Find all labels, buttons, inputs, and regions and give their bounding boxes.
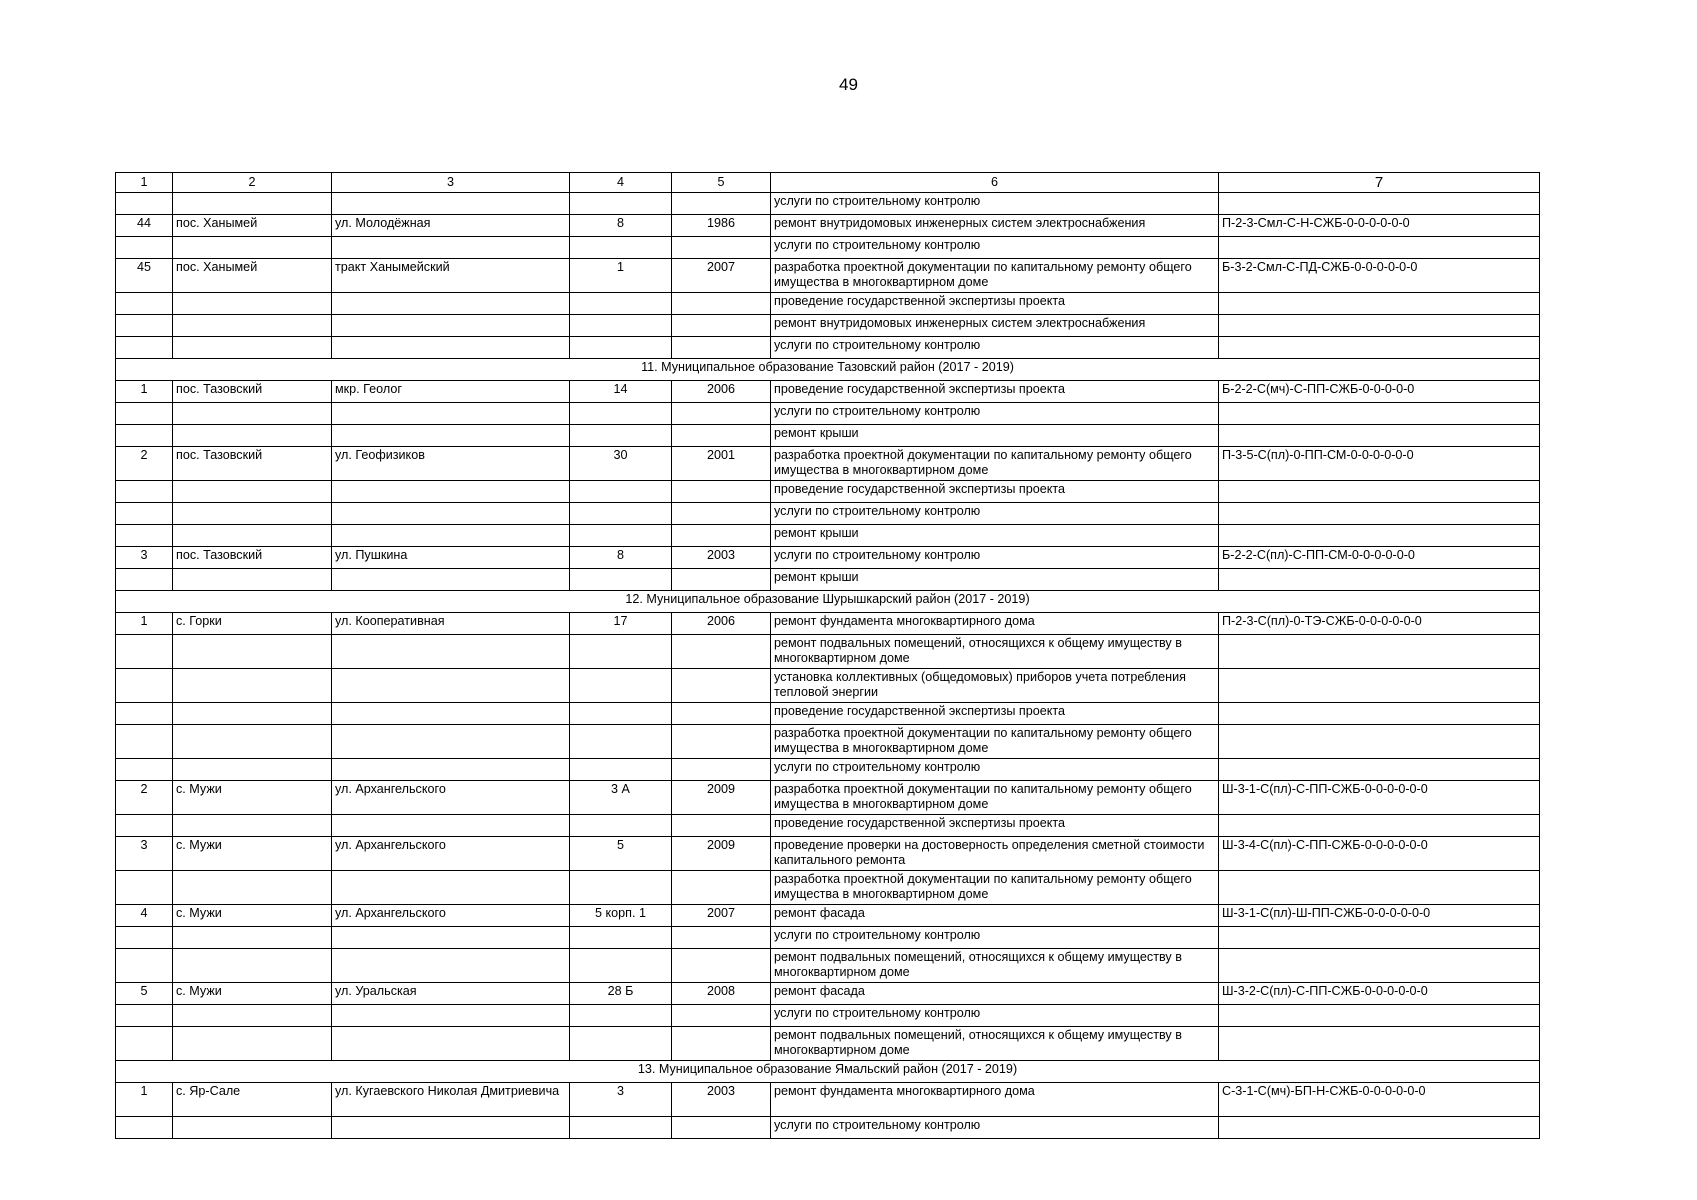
work-type-cell: ремонт фасада	[771, 983, 1219, 1005]
table-row	[116, 669, 1540, 703]
street-cell	[332, 1005, 570, 1027]
row-number-cell	[116, 725, 173, 759]
work-type-cell: разработка проектной документации по капитальному ремонту общего имущества в многоквартирном доме	[771, 781, 1219, 815]
settlement-cell	[173, 569, 332, 591]
work-type-cell: проведение государственной экспертизы проекта	[771, 815, 1219, 837]
row-number-cell	[116, 481, 173, 503]
work-type-cell: ремонт фундамента многоквартирного дома	[771, 613, 1219, 635]
column-number-row	[116, 173, 1540, 193]
settlement-cell: пос. Тазовский	[173, 547, 332, 569]
settlement-cell	[173, 927, 332, 949]
year-cell	[672, 703, 771, 725]
work-type-cell: услуги по строительному контролю	[771, 927, 1219, 949]
section-title: 12. Муниципальное образование Шурышкарский район (2017 - 2019)	[116, 591, 1540, 613]
table-row	[116, 425, 1540, 447]
house-number-cell: 28 Б	[570, 983, 672, 1005]
row-number-cell: 3	[116, 837, 173, 871]
building-code-cell: Ш-3-1-С(пл)-Ш-ПП-СЖБ-0-0-0-0-0-0	[1219, 905, 1540, 927]
table-row	[116, 259, 1540, 293]
year-cell: 2006	[672, 613, 771, 635]
settlement-cell: с. Мужи	[173, 781, 332, 815]
year-cell: 2003	[672, 1083, 771, 1117]
work-type-cell: ремонт подвальных помещений, относящихся к общему имуществу в многоквартирном доме	[771, 635, 1219, 669]
work-type-cell: проведение государственной экспертизы проекта	[771, 381, 1219, 403]
house-number-cell	[570, 569, 672, 591]
settlement-cell	[173, 1117, 332, 1139]
table-row	[116, 293, 1540, 315]
settlement-cell	[173, 635, 332, 669]
row-number-cell	[116, 1027, 173, 1061]
house-number-cell	[570, 635, 672, 669]
year-cell	[672, 525, 771, 547]
street-cell	[332, 481, 570, 503]
row-number-cell	[116, 315, 173, 337]
table-row	[116, 215, 1540, 237]
row-number-cell	[116, 1005, 173, 1027]
house-number-cell	[570, 425, 672, 447]
building-code-cell	[1219, 525, 1540, 547]
row-number-cell	[116, 403, 173, 425]
settlement-cell	[173, 503, 332, 525]
building-code-cell: Б-2-2-С(пл)-С-ПП-СМ-0-0-0-0-0-0	[1219, 547, 1540, 569]
table-row	[116, 635, 1540, 669]
house-number-cell	[570, 949, 672, 983]
year-cell: 2007	[672, 259, 771, 293]
table-body	[116, 193, 1540, 1139]
work-type-cell: разработка проектной документации по капитальному ремонту общего имущества в многоквартирном доме	[771, 259, 1219, 293]
house-number-cell: 8	[570, 215, 672, 237]
section-header-row	[116, 591, 1540, 613]
settlement-cell	[173, 425, 332, 447]
year-cell	[672, 635, 771, 669]
year-cell	[672, 481, 771, 503]
street-cell	[332, 759, 570, 781]
building-code-cell	[1219, 635, 1540, 669]
street-cell: ул. Кооперативная	[332, 613, 570, 635]
table-row	[116, 983, 1540, 1005]
row-number-cell	[116, 503, 173, 525]
house-number-cell	[570, 293, 672, 315]
section-title: 13. Муниципальное образование Ямальский район (2017 - 2019)	[116, 1061, 1540, 1083]
work-type-cell: установка коллективных (общедомовых) приборов учета потребления тепловой энергии	[771, 669, 1219, 703]
work-type-cell: ремонт крыши	[771, 525, 1219, 547]
column-header: 3	[332, 173, 570, 193]
settlement-cell: пос. Ханымей	[173, 215, 332, 237]
year-cell: 2001	[672, 447, 771, 481]
row-number-cell	[116, 669, 173, 703]
table-row	[116, 547, 1540, 569]
building-code-cell: Ш-3-4-С(пл)-С-ПП-СЖБ-0-0-0-0-0-0	[1219, 837, 1540, 871]
building-code-cell	[1219, 815, 1540, 837]
table-row	[116, 871, 1540, 905]
table-row	[116, 237, 1540, 259]
work-type-cell: ремонт крыши	[771, 569, 1219, 591]
year-cell	[672, 293, 771, 315]
table-row	[116, 1117, 1540, 1139]
street-cell	[332, 725, 570, 759]
year-cell	[672, 237, 771, 259]
row-number-cell	[116, 337, 173, 359]
work-type-cell: ремонт фасада	[771, 905, 1219, 927]
house-number-cell: 1	[570, 259, 672, 293]
house-number-cell: 3 А	[570, 781, 672, 815]
house-number-cell: 5	[570, 837, 672, 871]
house-number-cell	[570, 337, 672, 359]
settlement-cell	[173, 315, 332, 337]
settlement-cell: с. Горки	[173, 613, 332, 635]
house-number-cell	[570, 1005, 672, 1027]
year-cell: 2003	[672, 547, 771, 569]
street-cell	[332, 669, 570, 703]
house-number-cell: 17	[570, 613, 672, 635]
year-cell: 2007	[672, 905, 771, 927]
table-row	[116, 503, 1540, 525]
street-cell	[332, 635, 570, 669]
column-header: 7	[1219, 173, 1540, 193]
building-code-cell	[1219, 703, 1540, 725]
section-title: 11. Муниципальное образование Тазовский район (2017 - 2019)	[116, 359, 1540, 381]
section-header-row	[116, 359, 1540, 381]
work-type-cell: разработка проектной документации по капитальному ремонту общего имущества в многоквартирном доме	[771, 447, 1219, 481]
work-type-cell: ремонт внутридомовых инженерных систем электроснабжения	[771, 215, 1219, 237]
building-code-cell	[1219, 425, 1540, 447]
work-type-cell: услуги по строительному контролю	[771, 237, 1219, 259]
building-code-cell	[1219, 481, 1540, 503]
settlement-cell	[173, 725, 332, 759]
work-type-cell: ремонт крыши	[771, 425, 1219, 447]
street-cell: ул. Кугаевского Николая Дмитриевича	[332, 1083, 570, 1117]
house-number-cell	[570, 481, 672, 503]
work-type-cell: проведение государственной экспертизы проекта	[771, 481, 1219, 503]
settlement-cell	[173, 1027, 332, 1061]
building-code-cell	[1219, 337, 1540, 359]
house-number-cell	[570, 927, 672, 949]
work-type-cell: проведение проверки на достоверность определения сметной стоимости капитального ремонта	[771, 837, 1219, 871]
column-header: 1	[116, 173, 173, 193]
year-cell	[672, 569, 771, 591]
column-header: 2	[173, 173, 332, 193]
column-header: 5	[672, 173, 771, 193]
settlement-cell: пос. Ханымей	[173, 259, 332, 293]
settlement-cell: с. Яр-Сале	[173, 1083, 332, 1117]
street-cell: ул. Геофизиков	[332, 447, 570, 481]
table-row	[116, 613, 1540, 635]
table-row	[116, 569, 1540, 591]
settlement-cell	[173, 237, 332, 259]
street-cell	[332, 503, 570, 525]
row-number-cell	[116, 703, 173, 725]
building-code-cell: П-2-3-С(пл)-0-ТЭ-СЖБ-0-0-0-0-0-0	[1219, 613, 1540, 635]
table-row	[116, 447, 1540, 481]
row-number-cell	[116, 569, 173, 591]
table-row	[116, 403, 1540, 425]
street-cell: тракт Ханымейский	[332, 259, 570, 293]
table-row	[116, 381, 1540, 403]
work-type-cell: услуги по строительному контролю	[771, 193, 1219, 215]
street-cell	[332, 293, 570, 315]
row-number-cell	[116, 425, 173, 447]
table-row	[116, 815, 1540, 837]
street-cell	[332, 525, 570, 547]
work-type-cell: услуги по строительному контролю	[771, 547, 1219, 569]
building-code-cell	[1219, 503, 1540, 525]
row-number-cell: 45	[116, 259, 173, 293]
settlement-cell	[173, 669, 332, 703]
street-cell: ул. Архангельского	[332, 905, 570, 927]
house-number-cell	[570, 1117, 672, 1139]
settlement-cell	[173, 193, 332, 215]
row-number-cell: 3	[116, 547, 173, 569]
row-number-cell	[116, 759, 173, 781]
building-code-cell	[1219, 1117, 1540, 1139]
year-cell: 2006	[672, 381, 771, 403]
work-type-cell: ремонт подвальных помещений, относящихся к общему имуществу в многоквартирном доме	[771, 949, 1219, 983]
work-type-cell: услуги по строительному контролю	[771, 1005, 1219, 1027]
year-cell: 2008	[672, 983, 771, 1005]
work-type-cell: ремонт внутридомовых инженерных систем электроснабжения	[771, 315, 1219, 337]
year-cell	[672, 759, 771, 781]
year-cell	[672, 1117, 771, 1139]
settlement-cell: пос. Тазовский	[173, 381, 332, 403]
street-cell: ул. Пушкина	[332, 547, 570, 569]
street-cell	[332, 237, 570, 259]
work-type-cell: разработка проектной документации по капитальному ремонту общего имущества в многоквартирном доме	[771, 871, 1219, 905]
house-number-cell: 14	[570, 381, 672, 403]
street-cell	[332, 1117, 570, 1139]
house-number-cell: 8	[570, 547, 672, 569]
street-cell: ул. Архангельского	[332, 837, 570, 871]
street-cell	[332, 1027, 570, 1061]
house-number-cell	[570, 193, 672, 215]
house-number-cell: 5 корп. 1	[570, 905, 672, 927]
table-row	[116, 193, 1540, 215]
work-type-cell: услуги по строительному контролю	[771, 337, 1219, 359]
street-cell	[332, 315, 570, 337]
settlement-cell: пос. Тазовский	[173, 447, 332, 481]
work-type-cell: услуги по строительному контролю	[771, 759, 1219, 781]
table-row	[116, 315, 1540, 337]
table-row	[116, 905, 1540, 927]
building-code-cell	[1219, 315, 1540, 337]
row-number-cell	[116, 1117, 173, 1139]
year-cell: 1986	[672, 215, 771, 237]
street-cell	[332, 949, 570, 983]
work-type-cell: разработка проектной документации по капитальному ремонту общего имущества в многоквартирном доме	[771, 725, 1219, 759]
row-number-cell: 1	[116, 381, 173, 403]
year-cell	[672, 949, 771, 983]
building-code-cell: Ш-3-1-С(пл)-С-ПП-СЖБ-0-0-0-0-0-0	[1219, 781, 1540, 815]
building-code-cell	[1219, 293, 1540, 315]
work-type-cell: услуги по строительному контролю	[771, 1117, 1219, 1139]
building-code-cell: Б-2-2-С(мч)-С-ПП-СЖБ-0-0-0-0-0	[1219, 381, 1540, 403]
building-code-cell	[1219, 669, 1540, 703]
building-code-cell	[1219, 1005, 1540, 1027]
house-number-cell	[570, 815, 672, 837]
house-number-cell	[570, 525, 672, 547]
street-cell	[332, 403, 570, 425]
house-number-cell	[570, 1027, 672, 1061]
settlement-cell	[173, 871, 332, 905]
house-number-cell	[570, 669, 672, 703]
year-cell: 2009	[672, 837, 771, 871]
year-cell	[672, 425, 771, 447]
row-number-cell	[116, 927, 173, 949]
year-cell	[672, 815, 771, 837]
year-cell	[672, 871, 771, 905]
table-row	[116, 525, 1540, 547]
street-cell: ул. Уральская	[332, 983, 570, 1005]
street-cell: ул. Архангельского	[332, 781, 570, 815]
house-number-cell	[570, 759, 672, 781]
table-row	[116, 1083, 1540, 1117]
building-code-cell	[1219, 237, 1540, 259]
street-cell	[332, 703, 570, 725]
building-code-cell: П-2-3-Смл-С-Н-СЖБ-0-0-0-0-0-0	[1219, 215, 1540, 237]
house-number-cell	[570, 237, 672, 259]
row-number-cell	[116, 635, 173, 669]
settlement-cell	[173, 815, 332, 837]
building-code-cell	[1219, 725, 1540, 759]
work-type-cell: услуги по строительному контролю	[771, 503, 1219, 525]
building-code-cell	[1219, 759, 1540, 781]
settlement-cell	[173, 293, 332, 315]
table-row	[116, 949, 1540, 983]
row-number-cell: 2	[116, 781, 173, 815]
row-number-cell	[116, 871, 173, 905]
street-cell: ул. Молодёжная	[332, 215, 570, 237]
settlement-cell	[173, 403, 332, 425]
row-number-cell: 1	[116, 613, 173, 635]
building-code-cell	[1219, 569, 1540, 591]
year-cell	[672, 315, 771, 337]
settlement-cell	[173, 481, 332, 503]
settlement-cell	[173, 949, 332, 983]
table-row	[116, 927, 1540, 949]
settlement-cell	[173, 703, 332, 725]
street-cell	[332, 425, 570, 447]
work-type-cell: проведение государственной экспертизы проекта	[771, 293, 1219, 315]
table-row	[116, 725, 1540, 759]
building-code-cell: П-3-5-С(пл)-0-ПП-СМ-0-0-0-0-0-0	[1219, 447, 1540, 481]
house-number-cell	[570, 503, 672, 525]
building-code-cell	[1219, 927, 1540, 949]
work-type-cell: ремонт подвальных помещений, относящихся к общему имуществу в многоквартирном доме	[771, 1027, 1219, 1061]
building-code-cell	[1219, 949, 1540, 983]
settlement-cell: с. Мужи	[173, 837, 332, 871]
row-number-cell: 44	[116, 215, 173, 237]
settlement-cell	[173, 525, 332, 547]
building-code-cell	[1219, 193, 1540, 215]
table-row	[116, 837, 1540, 871]
table-row	[116, 337, 1540, 359]
year-cell	[672, 927, 771, 949]
street-cell	[332, 337, 570, 359]
row-number-cell: 5	[116, 983, 173, 1005]
street-cell	[332, 815, 570, 837]
settlement-cell: с. Мужи	[173, 905, 332, 927]
building-code-cell: Б-3-2-Смл-С-ПД-СЖБ-0-0-0-0-0-0	[1219, 259, 1540, 293]
building-code-cell	[1219, 871, 1540, 905]
house-number-cell	[570, 403, 672, 425]
building-code-cell	[1219, 1027, 1540, 1061]
settlement-cell	[173, 759, 332, 781]
house-number-cell	[570, 871, 672, 905]
row-number-cell: 1	[116, 1083, 173, 1117]
repair-registry-table	[115, 172, 1540, 1139]
year-cell	[672, 725, 771, 759]
house-number-cell	[570, 315, 672, 337]
house-number-cell	[570, 725, 672, 759]
work-type-cell: услуги по строительному контролю	[771, 403, 1219, 425]
year-cell	[672, 503, 771, 525]
year-cell: 2009	[672, 781, 771, 815]
house-number-cell	[570, 703, 672, 725]
work-type-cell: ремонт фундамента многоквартирного дома	[771, 1083, 1219, 1117]
column-header: 6	[771, 173, 1219, 193]
street-cell	[332, 927, 570, 949]
year-cell	[672, 1027, 771, 1061]
row-number-cell	[116, 193, 173, 215]
building-code-cell	[1219, 403, 1540, 425]
year-cell	[672, 193, 771, 215]
row-number-cell	[116, 293, 173, 315]
table-row	[116, 481, 1540, 503]
house-number-cell: 3	[570, 1083, 672, 1117]
work-type-cell: проведение государственной экспертизы проекта	[771, 703, 1219, 725]
section-header-row	[116, 1061, 1540, 1083]
street-cell	[332, 193, 570, 215]
settlement-cell: с. Мужи	[173, 983, 332, 1005]
year-cell	[672, 1005, 771, 1027]
page-number: 49	[839, 75, 858, 94]
row-number-cell	[116, 949, 173, 983]
street-cell	[332, 871, 570, 905]
table-row	[116, 1005, 1540, 1027]
house-number-cell: 30	[570, 447, 672, 481]
year-cell	[672, 669, 771, 703]
table-row	[116, 1027, 1540, 1061]
settlement-cell	[173, 337, 332, 359]
row-number-cell	[116, 815, 173, 837]
year-cell	[672, 403, 771, 425]
street-cell: мкр. Геолог	[332, 381, 570, 403]
row-number-cell	[116, 237, 173, 259]
row-number-cell: 2	[116, 447, 173, 481]
building-code-cell: Ш-3-2-С(пл)-С-ПП-СЖБ-0-0-0-0-0-0	[1219, 983, 1540, 1005]
building-code-cell: С-3-1-С(мч)-БП-Н-СЖБ-0-0-0-0-0-0	[1219, 1083, 1540, 1117]
table-row	[116, 781, 1540, 815]
settlement-cell	[173, 1005, 332, 1027]
year-cell	[672, 337, 771, 359]
row-number-cell: 4	[116, 905, 173, 927]
column-header: 4	[570, 173, 672, 193]
table-row	[116, 703, 1540, 725]
table-row	[116, 759, 1540, 781]
row-number-cell	[116, 525, 173, 547]
street-cell	[332, 569, 570, 591]
